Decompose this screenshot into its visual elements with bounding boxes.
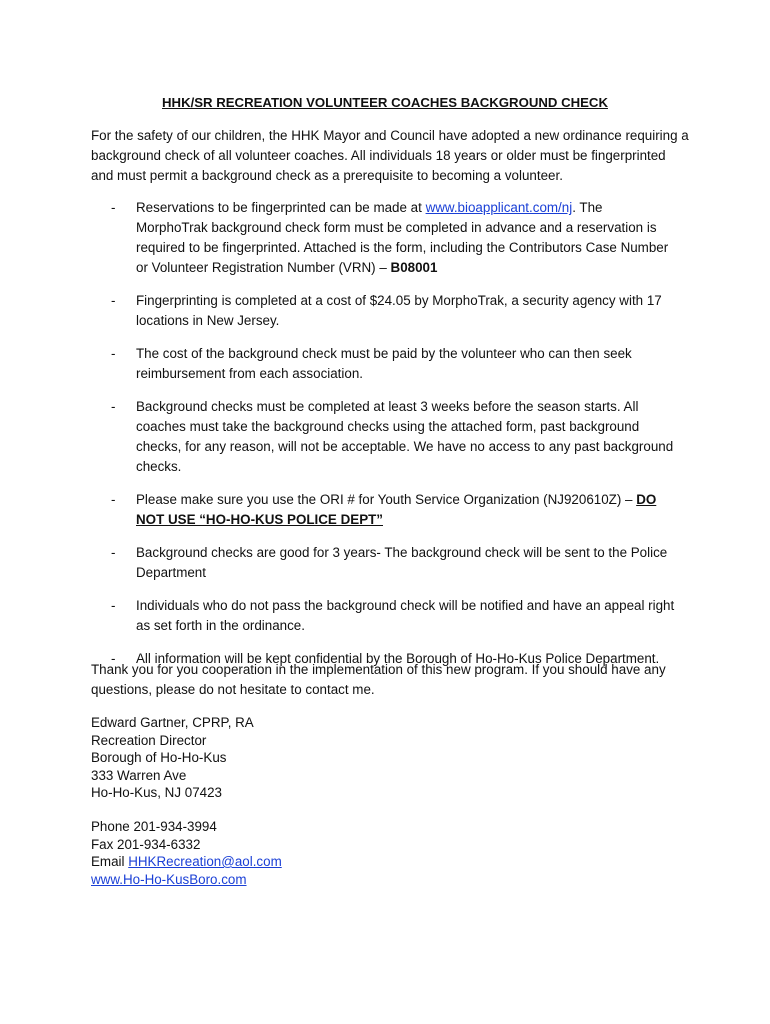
list-item-cost xyxy=(0,291,676,331)
closing-text: Thank you for you cooperation in the implementation of this new program. If you should have any questions, please do not hesitate to contact me. xyxy=(91,662,666,697)
list-item-appeal xyxy=(0,596,676,636)
list-item-payment xyxy=(0,344,676,384)
bioapplicant-link[interactable]: www.bioapplicant.com/nj xyxy=(425,200,573,215)
website-link[interactable]: www.Ho-Ho-KusBoro.com xyxy=(91,871,247,887)
intro-text: For the safety of our children, the HHK Mayor and Council have adopted a new ordinance requiring a background check of all volunteer coaches. All individuals 18 years or older must be fingerprinted and must permit a background check as a prerequisite to becoming a volunteer. xyxy=(91,128,689,183)
list-item-reservations xyxy=(0,198,676,278)
signature-block xyxy=(91,714,491,802)
ori-warning: DO NOT USE “HO-HO-KUS POLICE DEPT” xyxy=(136,492,657,527)
address-city: Ho-Ho-Kus, NJ 07423 xyxy=(91,785,222,800)
dash-bullet: - xyxy=(111,492,116,507)
dash-bullet: - xyxy=(111,399,116,414)
requirements-list xyxy=(0,198,770,682)
dash-bullet: - xyxy=(111,200,116,215)
signer-organization: Borough of Ho-Ho-Kus xyxy=(91,750,227,765)
vrn-code: B08001 xyxy=(390,260,438,275)
list-item-ori xyxy=(0,490,676,530)
dash-bullet: - xyxy=(111,651,116,666)
intro-paragraph xyxy=(91,126,691,186)
document-title: HHK/SR RECREATION VOLUNTEER COACHES BACKGROUND CHECK xyxy=(162,95,608,110)
appeal-text: Individuals who do not pass the background check will be notified and have an appeal right as set forth in the ordinance. xyxy=(136,598,675,633)
dash-bullet: - xyxy=(111,293,116,308)
dash-bullet: - xyxy=(111,598,116,613)
list-item-validity xyxy=(0,543,676,583)
email-link[interactable]: HHKRecreation@aol.com xyxy=(128,854,282,869)
dash-bullet: - xyxy=(111,346,116,361)
signer-name: Edward Gartner, CPRP, RA xyxy=(91,715,254,730)
dash-bullet: - xyxy=(111,545,116,560)
closing-paragraph xyxy=(91,660,691,700)
email-label: Email xyxy=(91,854,129,869)
reservations-text-post: . The MorphoTrak background check form must be completed in advance and a reservation is required to be fingerprinted. Attached is the form, including the Contributors Case Number or Volunteer Registration Number (VRN) – xyxy=(136,200,669,275)
address-street: 333 Warren Ave xyxy=(91,767,187,783)
cost-text: Fingerprinting is completed at a cost of $24.05 by MorphoTrak, a security agency with 17 locations in New Jersey. xyxy=(136,293,662,328)
confidential-text: All information will be kept confidential by the Borough of Ho-Ho-Kus Police Department. xyxy=(136,651,660,666)
ori-text: Please make sure you use the ORI # for Youth Service Organization (NJ920610Z) – xyxy=(136,492,637,507)
email-line xyxy=(91,853,491,871)
contact-block xyxy=(91,818,491,888)
signer-role: Recreation Director xyxy=(91,732,207,748)
list-item-deadline xyxy=(0,397,676,477)
validity-text: Background checks are good for 3 years- The background check will be sent to the Police Department xyxy=(136,545,668,580)
payment-text: The cost of the background check must be paid by the volunteer who can then seek reimbursement from each association. xyxy=(136,346,632,381)
website-line xyxy=(91,871,491,889)
phone-line: Phone 201-934-3994 xyxy=(91,819,217,834)
deadline-text: Background checks must be completed at least 3 weeks before the season starts. All coaches must take the background checks using the attached form, past background checks, for any reason, will not be acceptable. We have no access to any past background checks. xyxy=(136,399,674,474)
fax-line: Fax 201-934-6332 xyxy=(91,836,201,852)
reservations-text-pre: Reservations to be fingerprinted can be made at xyxy=(136,200,426,215)
